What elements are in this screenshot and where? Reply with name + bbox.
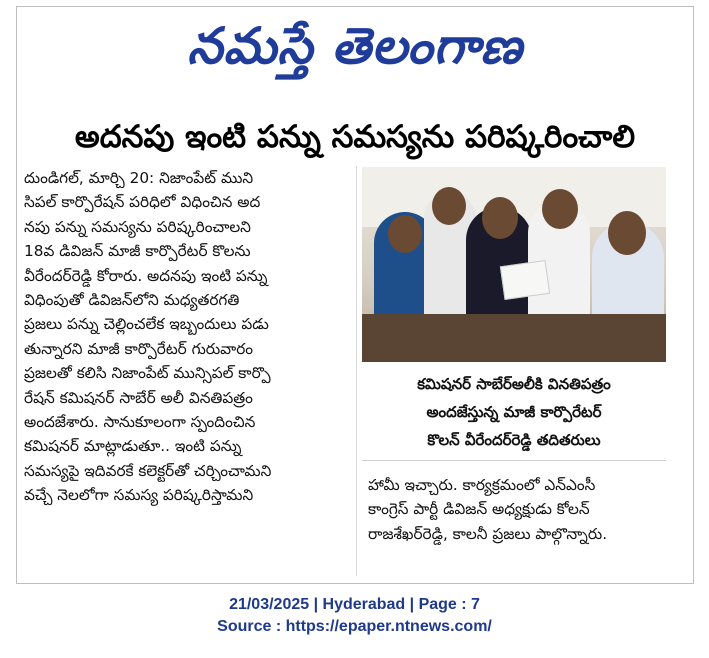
body-line: వీరేందర్‌రెడ్డి కోరారు. అదనపు ఇంటి పన్ను [24,266,268,285]
caption-line: అందజేస్తున్న మాజీ కార్పొరేటర్ [426,403,602,421]
edition-meta: 21/03/2025 | Hyderabad | Page : 7 [229,596,480,613]
caption-line: కొలన్ వీరేందర్‌రెడ్డి తదితరులు [427,431,601,449]
article-headline: అదనపు ఇంటి పన్ను సమస్యను పరిష్కరించాలి [74,119,636,155]
article-body-right [368,473,664,546]
body-line: ప్రజలు పన్ను చెల్లించలేక ఇబ్బందులు పడు [24,315,269,334]
body-line: విధింపుతో డివిజన్‌లోని మధ్యతరగతి [24,291,240,310]
article-photo [362,167,666,362]
body-line: కాంగ్రెస్ పార్టీ డివిజన్ అధ్యక్షుడు కోలన్ [368,500,590,519]
body-line: రాజశేఖర్‌రెడ్డి, కాలనీ ప్రజలు పాల్గొన్నారు. [368,524,608,543]
source-link[interactable]: Source : https://epaper.ntnews.com/ [217,618,492,635]
body-line: కమిషనర్ మాట్లాడుతూ.. ఇంటి పన్ను [24,437,242,456]
body-line: నపు పన్ను సమస్యను పరిష్కరించాలని [24,217,251,236]
article-body-left [24,166,349,508]
body-line: ప్రజలతో కలిసి నిజాంపేట్ మున్సిపల్ కార్పొ [24,364,271,383]
body-line: సిపల్ కార్పొరేషన్ పరిధిలో విధించిన అద [24,193,261,212]
body-line: అందజేశారు. సానుకూలంగా స్పందించిన [24,413,256,432]
body-line: రేషన్ కమిషనర్ సాబేర్ అలీ వినతిపత్రం [24,388,253,407]
body-line: వచ్చే నెలలోగా సమస్య పరిష్కరిస్తామని [24,486,254,505]
caption-line: కమిషనర్ సాబేర్‌అలీకి వినతిపత్రం [417,375,611,393]
body-line: దుండిగల్, మార్చి 20: నిజాంపేట్ ముని [24,169,254,187]
body-line: సమస్యపై ఇదివరకే కలెక్టర్‌తో చర్చించామని [24,461,272,480]
petition-paper [500,260,550,300]
body-line: తున్నారని మాజీ కార్పొరేటర్ గురువారం [24,339,254,358]
body-line: హామీ ఇచ్చారు. కార్యక్రమంలో ఎన్‌ఎంసీ [368,476,596,494]
body-line: 18వ డివిజన్ మాజీ కార్పొరేటర్ కొలను [24,242,251,261]
column-divider [356,166,357,576]
masthead-logo: నమస్తే తెలంగాణ [187,16,523,75]
